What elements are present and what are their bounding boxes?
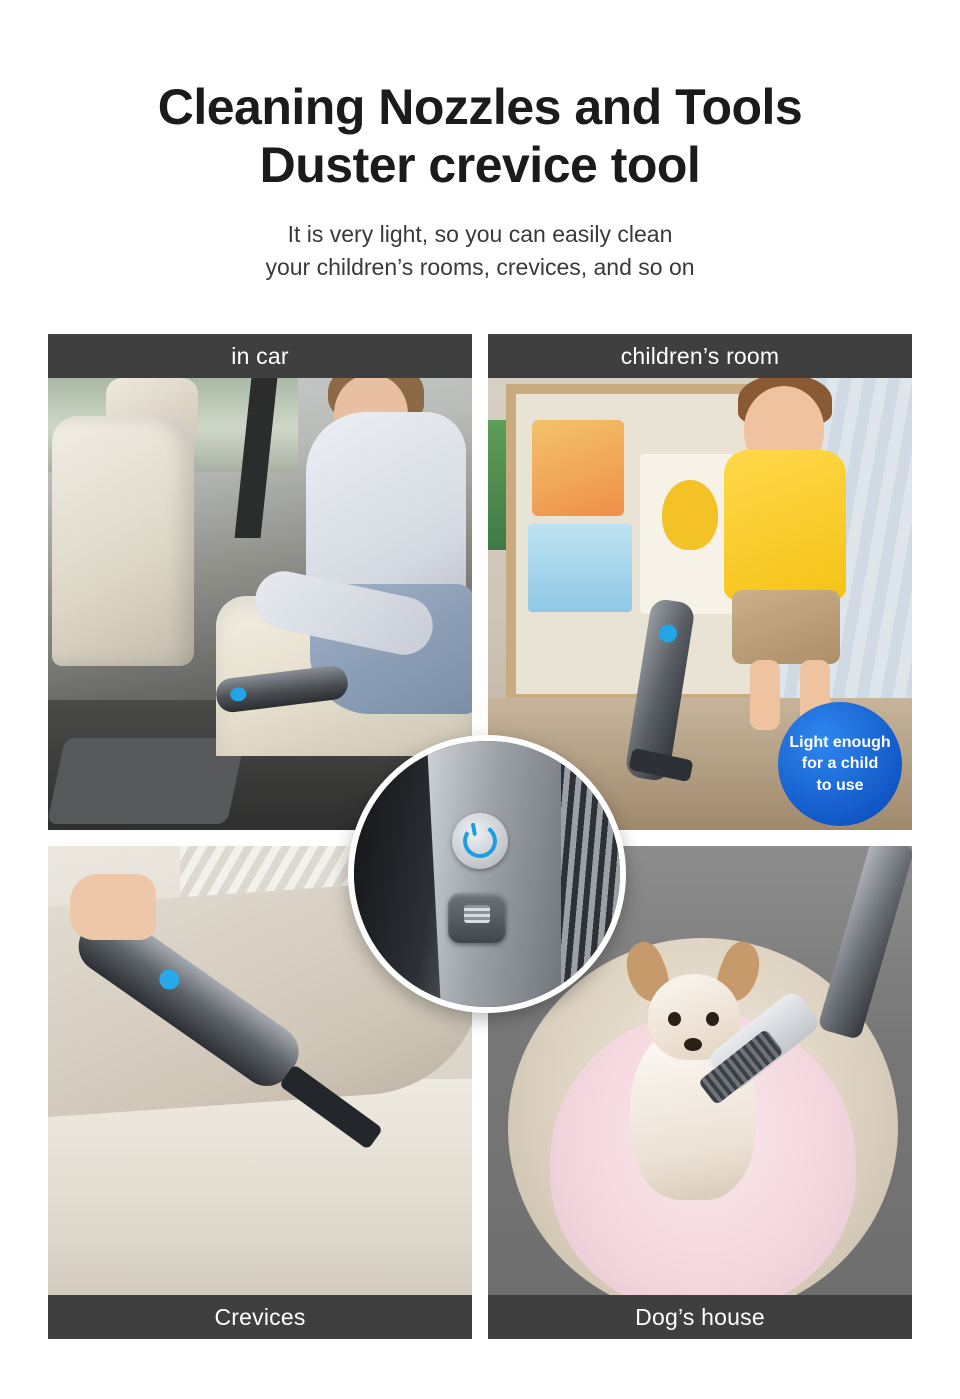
vacuum-air-vents: [561, 741, 620, 1007]
page-header: [0, 0, 960, 283]
room-artwork-orange: [532, 420, 624, 516]
release-slider-switch: [448, 893, 506, 943]
page-subtitle-line-2: your children’s rooms, crevices, and so on: [265, 253, 695, 280]
caption-childrens-room: children’s room: [488, 334, 912, 378]
child-leg-left: [750, 660, 780, 730]
hand-holding-vacuum: [70, 874, 156, 940]
dog-eye-left: [668, 1012, 681, 1026]
caption-dogs-house: Dog’s house: [488, 1295, 912, 1339]
badge-line-1: Light enough: [789, 734, 891, 752]
caption-in-car: in car: [48, 334, 472, 378]
duster-extension-wand: [817, 846, 912, 1040]
power-glyph-icon: [460, 821, 499, 860]
dog-eye-right: [706, 1012, 719, 1026]
child-shirt: [724, 450, 846, 600]
room-artwork-blue: [528, 524, 632, 612]
status-badge-light-enough: [778, 702, 902, 826]
page-subtitle-line-1: It is very light, so you can easily clean: [287, 221, 673, 247]
power-button-icon: [452, 813, 508, 869]
detail-callout-circle: [348, 735, 626, 1013]
detail-callout-image: [354, 741, 620, 1007]
badge-line-2: for a child: [801, 755, 879, 773]
page-subtitle: [0, 218, 960, 283]
dog-nose: [684, 1038, 702, 1051]
caption-crevices: Crevices: [48, 1295, 472, 1339]
badge-line-3: to use: [816, 776, 864, 794]
child-shorts: [732, 590, 840, 664]
page-title-line-1: Cleaning Nozzles and Tools: [157, 79, 803, 135]
car-seat-back: [52, 416, 194, 666]
page-title-line-2: Duster crevice tool: [259, 137, 701, 193]
